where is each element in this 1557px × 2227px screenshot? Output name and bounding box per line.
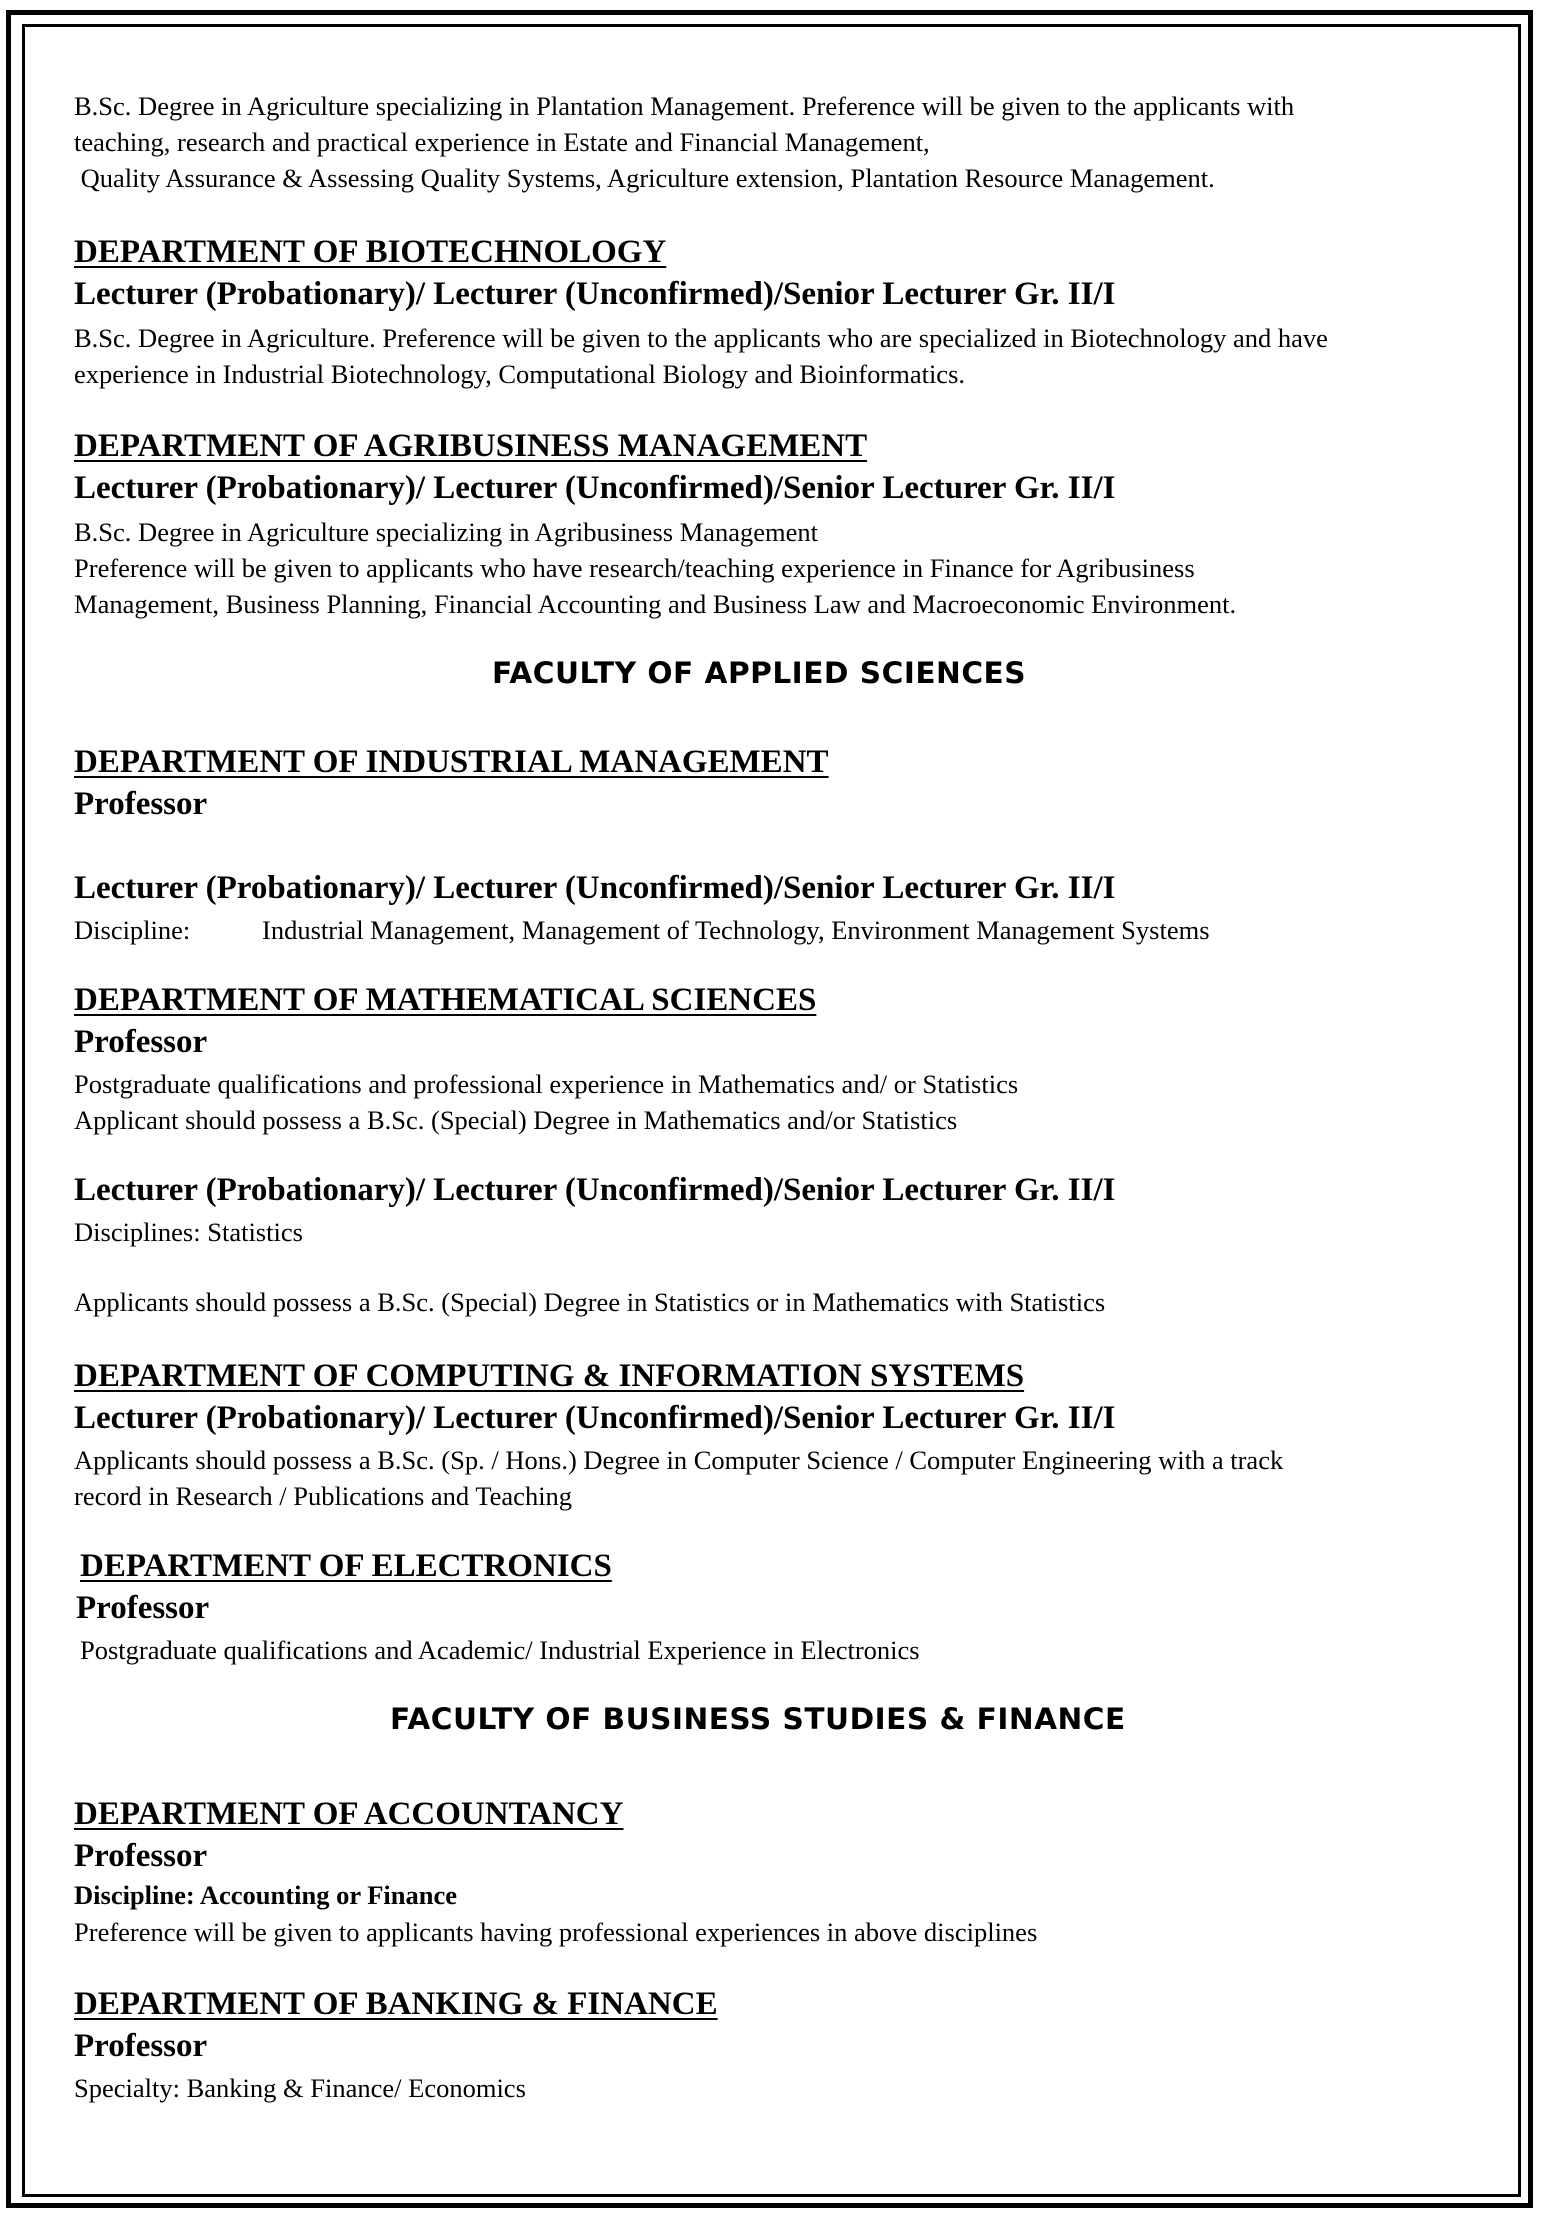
industrial-discipline-value: Industrial Management, Management of Technology, Environment Management Systems [262,915,1210,945]
electronics-line-1: Postgraduate qualifications and Academic/ Industrial Experience in Electronics [80,1635,920,1665]
computing-line-2: record in Research / Publications and Teaching [74,1481,573,1511]
biotech-line-1: B.Sc. Degree in Agriculture. Preference will be given to the applicants who are specialized in Biotechnology and have [74,323,1328,353]
accountancy-discipline: Discipline: Accounting or Finance [74,1880,458,1910]
agribusiness-title: DEPARTMENT OF AGRIBUSINESS MANAGEMENT [74,428,868,464]
industrial-title: DEPARTMENT OF INDUSTRIAL MANAGEMENT [74,744,829,780]
mathematical-title: DEPARTMENT OF MATHEMATICAL SCIENCES [74,982,817,1018]
mathematical-position: Lecturer (Probationary)/ Lecturer (Unconfirmed)/Senior Lecturer Gr. II/I [74,1172,1116,1208]
intro-line-2: teaching, research and practical experience in Estate and Financial Management, [74,127,930,157]
banking-title: DEPARTMENT OF BANKING & FINANCE [74,1986,718,2022]
industrial-professor: Professor [74,786,208,822]
computing-position: Lecturer (Probationary)/ Lecturer (Unconfirmed)/Senior Lecturer Gr. II/I [74,1400,1116,1436]
mathematical-disciplines: Disciplines: Statistics [74,1217,303,1247]
computing-line-1: Applicants should possess a B.Sc. (Sp. / Hons.) Degree in Computer Science / Computer Engineering with a track [74,1445,1284,1475]
faculty-business-heading: FACULTY OF BUSINESS STUDIES & FINANCE [390,1702,1126,1736]
agribusiness-position: Lecturer (Probationary)/ Lecturer (Unconfirmed)/Senior Lecturer Gr. II/I [74,470,1116,506]
accountancy-line-1: Preference will be given to applicants having professional experiences in above disciplines [74,1917,1038,1947]
accountancy-professor: Professor [74,1838,208,1874]
intro-line-3: Quality Assurance & Assessing Quality Systems, Agriculture extension, Plantation Resource Management. [74,163,1215,193]
banking-specialty: Specialty: Banking & Finance/ Economics [74,2073,526,2103]
computing-title: DEPARTMENT OF COMPUTING & INFORMATION SYSTEMS [74,1358,1025,1394]
mathematical-line-1: Postgraduate qualifications and professional experience in Mathematics and/ or Statistics [74,1069,1019,1099]
electronics-title: DEPARTMENT OF ELECTRONICS [80,1548,612,1584]
mathematical-professor: Professor [74,1024,208,1060]
biotech-position: Lecturer (Probationary)/ Lecturer (Unconfirmed)/Senior Lecturer Gr. II/I [74,276,1116,312]
agribusiness-line-2: Preference will be given to applicants who have research/teaching experience in Finance for Agribusiness [74,553,1195,583]
intro-line-1: B.Sc. Degree in Agriculture specializing in Plantation Management. Preference will be given to the applicants with [74,91,1295,121]
electronics-professor: Professor [76,1590,210,1626]
industrial-discipline-label: Discipline: [74,915,191,945]
banking-professor: Professor [74,2028,208,2064]
industrial-position: Lecturer (Probationary)/ Lecturer (Unconfirmed)/Senior Lecturer Gr. II/I [74,870,1116,906]
accountancy-title: DEPARTMENT OF ACCOUNTANCY [74,1796,624,1832]
agribusiness-line-1: B.Sc. Degree in Agriculture specializing in Agribusiness Management [74,517,819,547]
mathematical-line-2: Applicant should possess a B.Sc. (Special) Degree in Mathematics and/or Statistics [74,1105,958,1135]
mathematical-line-3: Applicants should possess a B.Sc. (Special) Degree in Statistics or in Mathematics with Statistics [74,1287,1106,1317]
biotech-line-2: experience in Industrial Biotechnology, Computational Biology and Bioinformatics. [74,359,966,389]
faculty-applied-sciences-heading: FACULTY OF APPLIED SCIENCES [492,656,1027,690]
biotech-title: DEPARTMENT OF BIOTECHNOLOGY [74,234,667,270]
agribusiness-line-3: Management, Business Planning, Financial Accounting and Business Law and Macroeconomic Environment. [74,589,1237,619]
